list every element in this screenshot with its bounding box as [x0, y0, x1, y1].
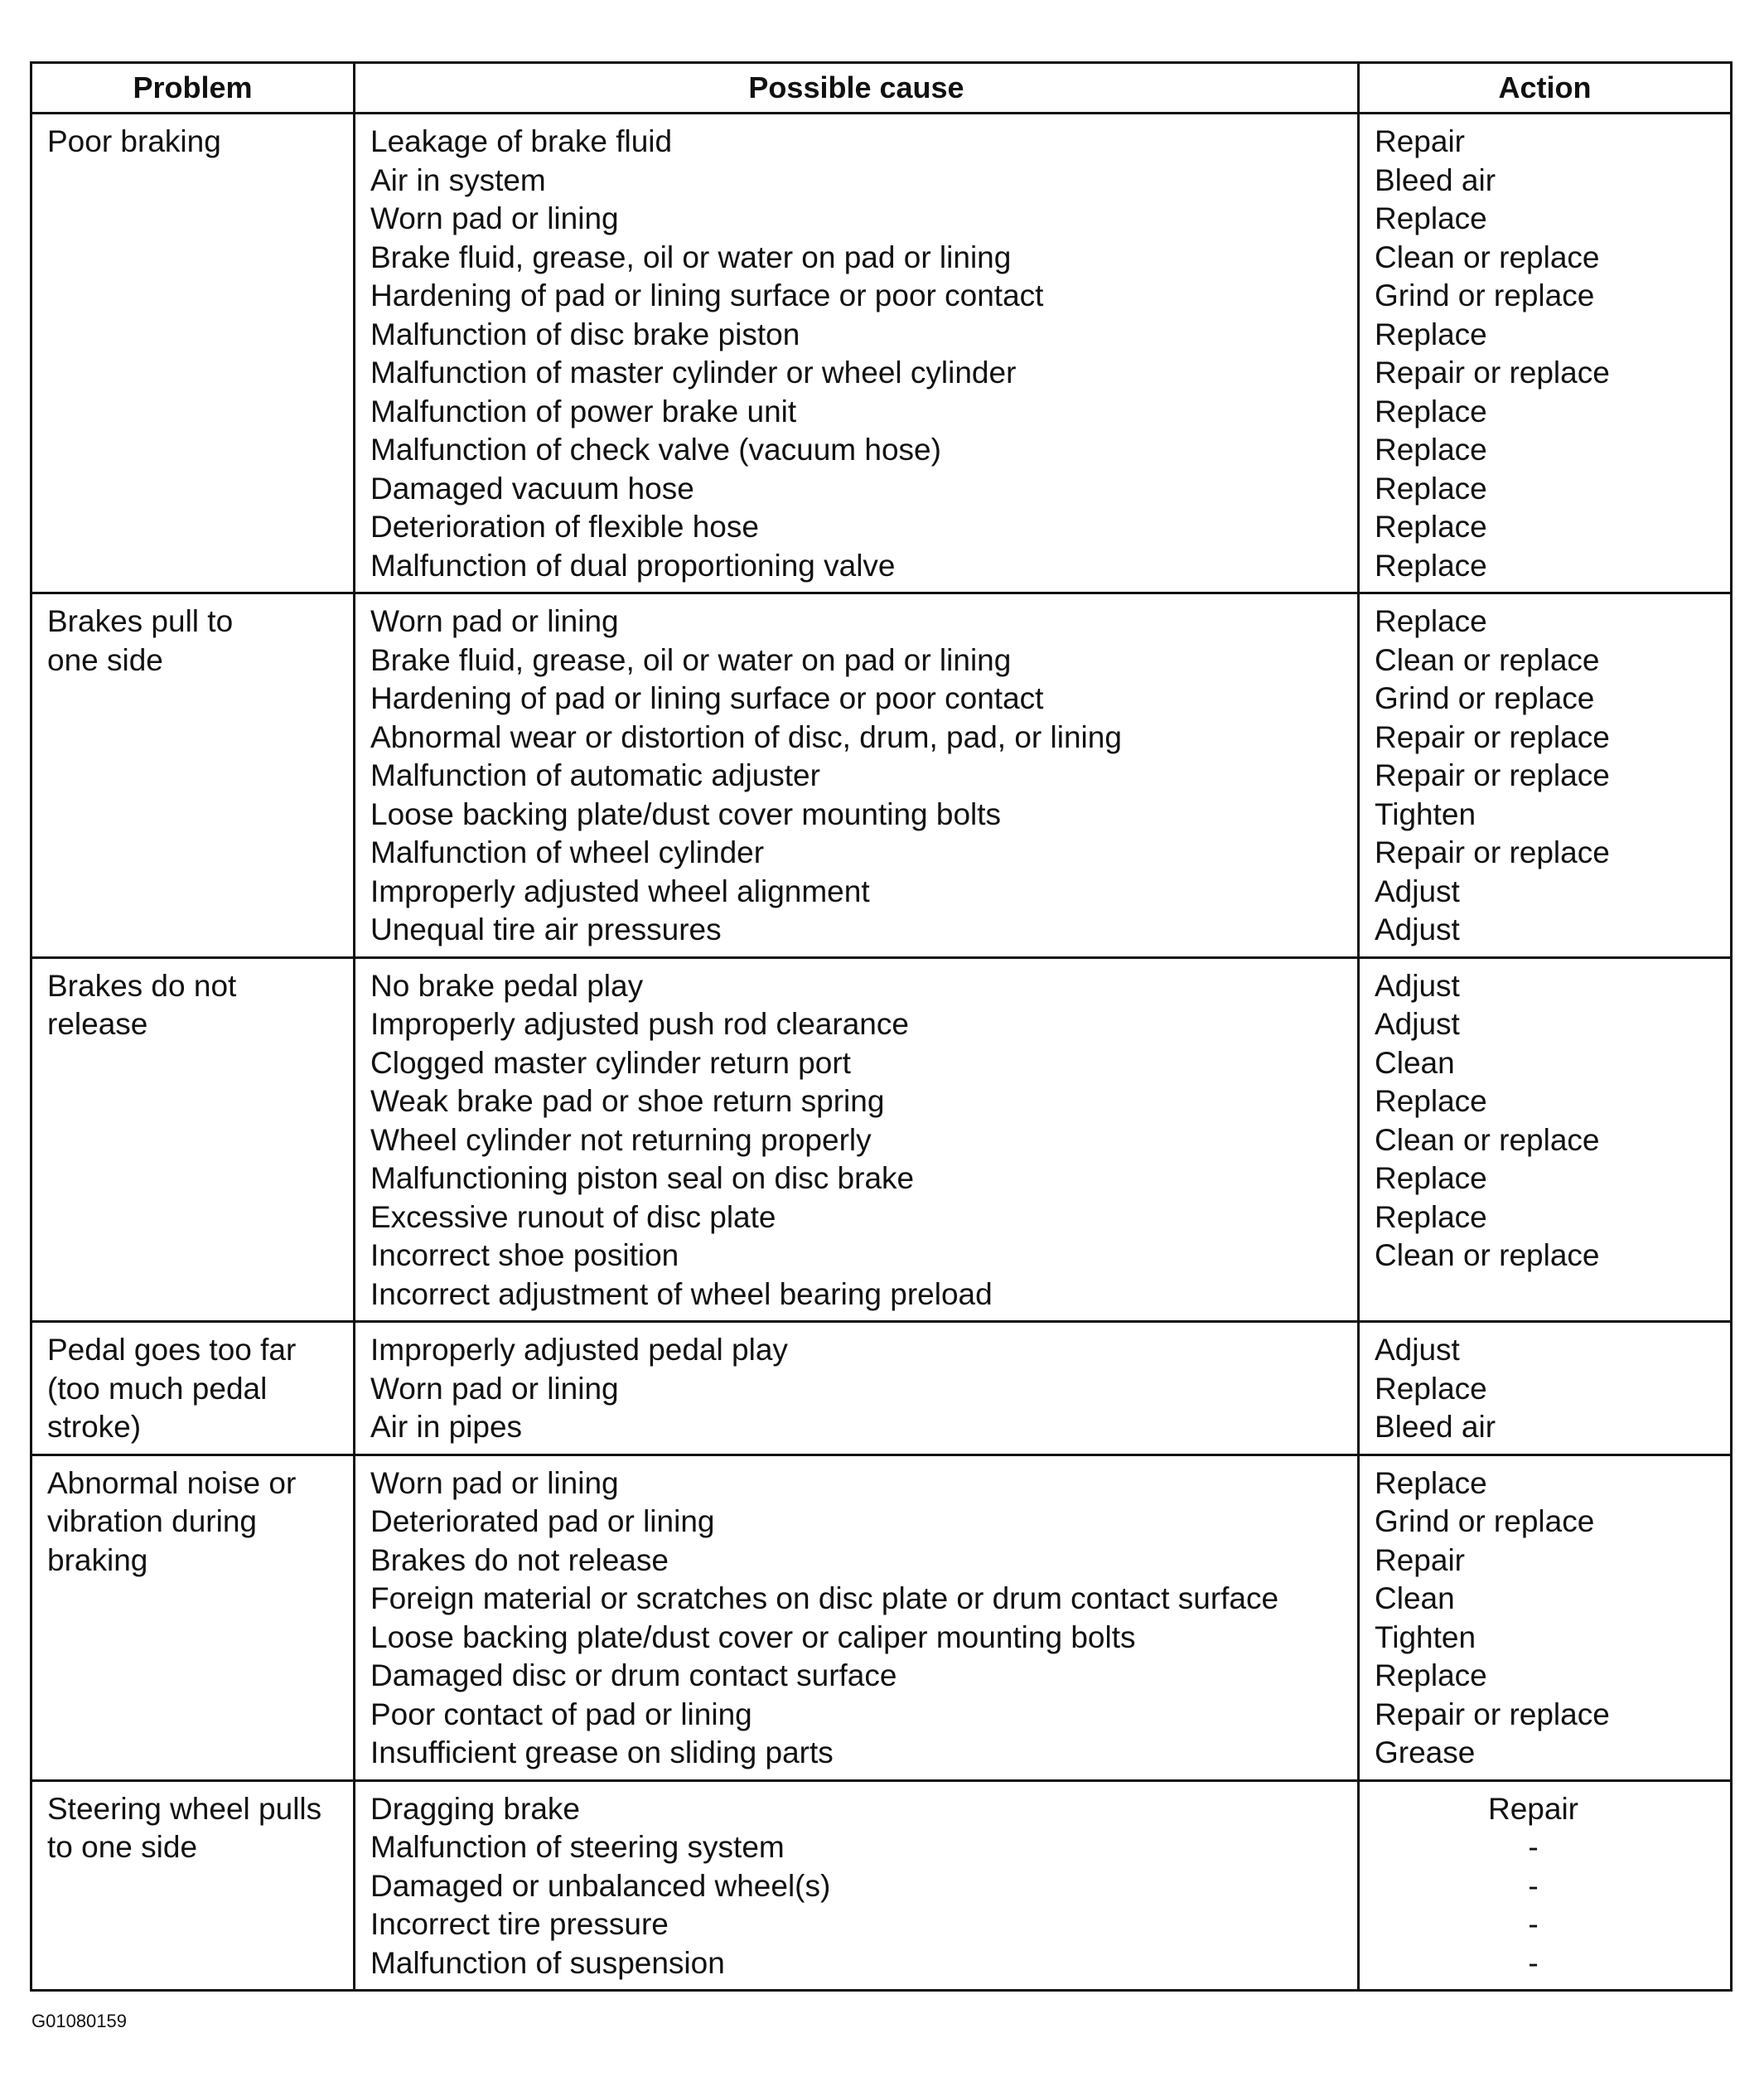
- action-item: Replace: [1375, 394, 1487, 428]
- problem-cell: [31, 1322, 355, 1455]
- action-item: Grease: [1375, 1735, 1476, 1769]
- action-item: Replace: [1375, 1371, 1487, 1406]
- problem-text: Abnormal noise or: [47, 1465, 297, 1500]
- cause-item: Damaged disc or drum contact surface: [370, 1658, 897, 1692]
- possible-cause-cell: [355, 593, 1359, 958]
- action-item: Replace: [1375, 604, 1487, 638]
- cause-item: Leakage of brake fluid: [370, 124, 673, 158]
- cause-item: Insufficient grease on sliding parts: [370, 1735, 834, 1769]
- action-item: Repair or replace: [1375, 719, 1610, 754]
- action-item: Repair or replace: [1375, 1697, 1610, 1731]
- action-item: Clean or replace: [1375, 1238, 1600, 1272]
- cause-item: Worn pad or lining: [370, 604, 619, 638]
- cause-item: Unequal tire air pressures: [370, 912, 722, 946]
- action-item: Repair: [1488, 1791, 1578, 1826]
- header-possible-cause: Possible cause: [355, 63, 1359, 114]
- table-row: [31, 114, 1732, 593]
- problem-text: vibration during: [47, 1504, 257, 1538]
- table-row: [31, 593, 1732, 958]
- action-item: -: [1528, 1830, 1539, 1864]
- possible-cause-cell: [355, 1455, 1359, 1780]
- action-item: Repair or replace: [1375, 758, 1610, 792]
- cause-item: No brake pedal play: [370, 968, 644, 1003]
- cause-item: Worn pad or lining: [370, 1371, 619, 1406]
- cause-item: Improperly adjusted pedal play: [370, 1333, 788, 1367]
- action-item: Tighten: [1375, 796, 1476, 831]
- action-cell: [1359, 1780, 1732, 1991]
- cause-item: Malfunction of check valve (vacuum hose): [370, 433, 941, 467]
- action-item: Clean: [1375, 1045, 1455, 1080]
- action-item: Bleed air: [1375, 1410, 1496, 1444]
- action-item: Adjust: [1375, 874, 1460, 908]
- cause-item: Loose backing plate/dust cover mounting bolts: [370, 796, 1002, 831]
- cause-item: Air in pipes: [370, 1410, 523, 1444]
- action-cell: [1359, 1455, 1732, 1780]
- cause-item: Malfunction of master cylinder or wheel cylinder: [370, 356, 1017, 390]
- action-item: Replace: [1375, 510, 1487, 544]
- cause-item: Abnormal wear or distortion of disc, drum, pad, or lining: [370, 719, 1122, 754]
- cause-item: Malfunction of dual proportioning valve: [370, 548, 896, 583]
- header-problem: Problem: [31, 63, 355, 114]
- cause-item: Poor contact of pad or lining: [370, 1697, 752, 1731]
- problem-text: Brakes do not: [47, 968, 237, 1003]
- cause-item: Brakes do not release: [370, 1542, 669, 1577]
- action-cell: [1359, 957, 1732, 1322]
- table-row: [31, 1780, 1732, 1991]
- cause-item: Malfunction of automatic adjuster: [370, 758, 820, 792]
- cause-item: Improperly adjusted wheel alignment: [370, 874, 870, 908]
- cause-item: Damaged vacuum hose: [370, 471, 694, 506]
- action-item: Adjust: [1375, 1007, 1460, 1041]
- action-cell: [1359, 1322, 1732, 1455]
- possible-cause-cell: [355, 1780, 1359, 1991]
- cause-item: Malfunction of power brake unit: [370, 394, 797, 428]
- cause-item: Brake fluid, grease, oil or water on pad or lining: [370, 240, 1012, 274]
- action-item: Clean or replace: [1375, 642, 1600, 677]
- cause-item: Brake fluid, grease, oil or water on pad or lining: [370, 642, 1012, 677]
- cause-item: Hardening of pad or lining surface or poor contact: [370, 681, 1044, 715]
- problem-text: Brakes pull to: [47, 604, 234, 638]
- action-item: Grind or replace: [1375, 681, 1595, 715]
- possible-cause-cell: [355, 1322, 1359, 1455]
- cause-item: Weak brake pad or shoe return spring: [370, 1084, 885, 1118]
- header-action: Action: [1359, 63, 1732, 114]
- table-body: [31, 114, 1732, 1991]
- action-item: Bleed air: [1375, 162, 1496, 197]
- action-item: Replace: [1375, 433, 1487, 467]
- problem-cell: [31, 1455, 355, 1780]
- problem-cell: [31, 957, 355, 1322]
- cause-item: Incorrect shoe position: [370, 1238, 679, 1272]
- action-item: Replace: [1375, 1084, 1487, 1118]
- cause-item: Malfunction of suspension: [370, 1945, 725, 1980]
- table-row: [31, 1455, 1732, 1780]
- cause-item: Improperly adjusted push rod clearance: [370, 1007, 909, 1041]
- action-item: -: [1528, 1945, 1539, 1980]
- problem-text: braking: [47, 1542, 148, 1577]
- action-cell: [1359, 593, 1732, 958]
- action-item: Repair: [1375, 124, 1465, 158]
- cause-item: Malfunction of disc brake piston: [370, 317, 800, 351]
- table-header-row: [31, 63, 1732, 114]
- action-item: Replace: [1375, 1199, 1487, 1234]
- problem-cell: [31, 593, 355, 958]
- table-row: [31, 957, 1732, 1322]
- cause-item: Air in system: [370, 162, 546, 197]
- problem-text: stroke): [47, 1410, 142, 1444]
- cause-item: Deterioration of flexible hose: [370, 510, 759, 544]
- action-item: Repair or replace: [1375, 356, 1610, 390]
- action-item: Replace: [1375, 471, 1487, 506]
- cause-item: Dragging brake: [370, 1791, 580, 1826]
- cause-item: Worn pad or lining: [370, 1465, 619, 1500]
- figure-code: G01080159: [31, 2011, 127, 2031]
- possible-cause-cell: [355, 114, 1359, 593]
- action-item: Adjust: [1375, 912, 1460, 946]
- problem-text: Steering wheel pulls: [47, 1791, 322, 1826]
- action-item: -: [1528, 1868, 1539, 1903]
- action-item: Replace: [1375, 1465, 1487, 1500]
- cause-item: Malfunctioning piston seal on disc brake: [370, 1161, 915, 1195]
- cause-item: Wheel cylinder not returning properly: [370, 1122, 872, 1157]
- cause-item: Malfunction of steering system: [370, 1830, 785, 1864]
- cause-item: Incorrect tire pressure: [370, 1907, 669, 1941]
- action-item: Repair: [1375, 1542, 1465, 1577]
- cause-item: Deteriorated pad or lining: [370, 1504, 715, 1538]
- problem-text: (too much pedal: [47, 1371, 268, 1406]
- cause-item: Malfunction of wheel cylinder: [370, 835, 765, 869]
- table-row: [31, 1322, 1732, 1455]
- action-item: Replace: [1375, 201, 1487, 235]
- action-item: Repair or replace: [1375, 835, 1610, 869]
- cause-item: Excessive runout of disc plate: [370, 1199, 776, 1234]
- troubleshooting-table-container: [30, 61, 1730, 1992]
- problem-text: to one side: [47, 1830, 198, 1864]
- problem-cell: [31, 114, 355, 593]
- cause-item: Clogged master cylinder return port: [370, 1045, 851, 1080]
- problem-text: Pedal goes too far: [47, 1333, 297, 1367]
- action-item: Clean or replace: [1375, 240, 1600, 274]
- problem-text: release: [47, 1007, 148, 1041]
- problem-text: one side: [47, 642, 163, 677]
- problem-text: Poor braking: [47, 124, 221, 158]
- action-item: Adjust: [1375, 968, 1460, 1003]
- action-item: Replace: [1375, 317, 1487, 351]
- cause-item: Worn pad or lining: [370, 201, 619, 235]
- action-item: Grind or replace: [1375, 1504, 1595, 1538]
- action-item: Replace: [1375, 1161, 1487, 1195]
- action-item: Grind or replace: [1375, 278, 1595, 312]
- action-item: Clean or replace: [1375, 1122, 1600, 1157]
- cause-item: Incorrect adjustment of wheel bearing preload: [370, 1276, 993, 1311]
- action-item: Adjust: [1375, 1333, 1460, 1367]
- action-item: Clean: [1375, 1581, 1455, 1615]
- possible-cause-cell: [355, 957, 1359, 1322]
- cause-item: Foreign material or scratches on disc plate or drum contact surface: [370, 1581, 1279, 1615]
- action-item: -: [1528, 1907, 1539, 1941]
- cause-item: Loose backing plate/dust cover or caliper mounting bolts: [370, 1619, 1136, 1654]
- problem-cell: [31, 1780, 355, 1991]
- action-item: Tighten: [1375, 1619, 1476, 1654]
- action-item: Replace: [1375, 548, 1487, 583]
- cause-item: Hardening of pad or lining surface or poor contact: [370, 278, 1044, 312]
- action-item: Replace: [1375, 1658, 1487, 1692]
- action-cell: [1359, 114, 1732, 593]
- cause-item: Damaged or unbalanced wheel(s): [370, 1868, 831, 1903]
- troubleshooting-table: [30, 61, 1733, 1992]
